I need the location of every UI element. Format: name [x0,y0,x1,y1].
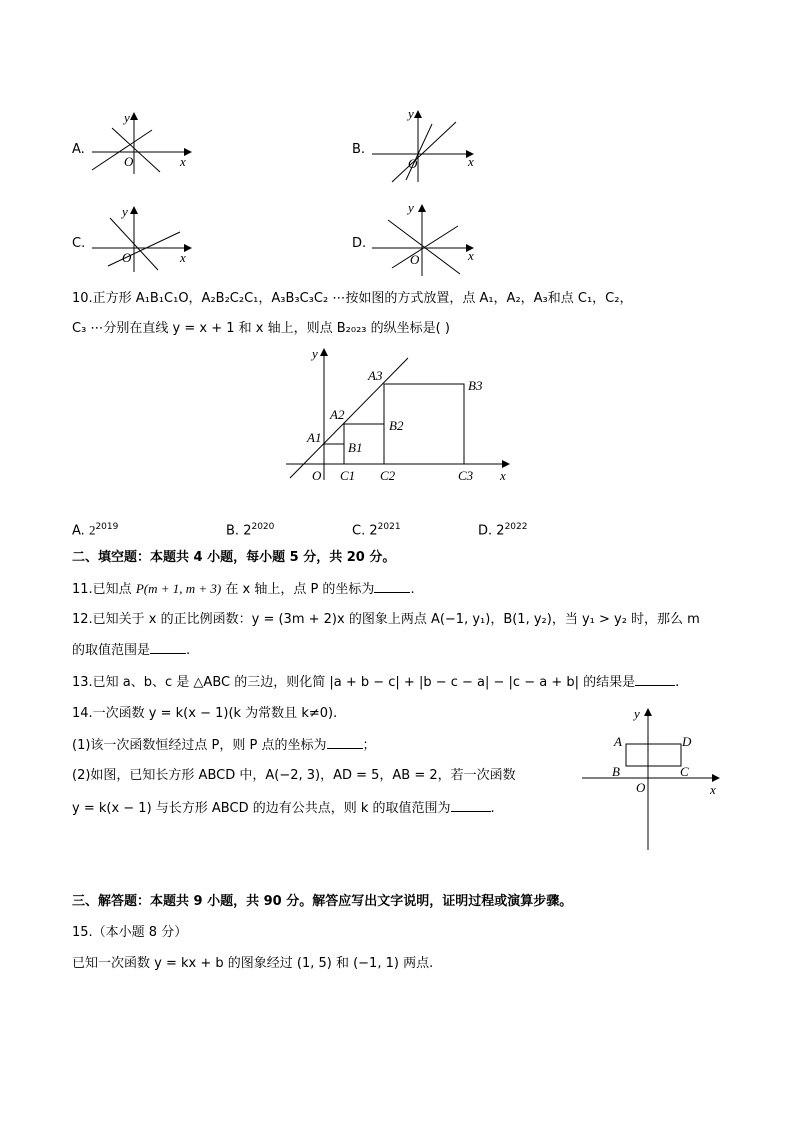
q15-title: 15.（本小题 8 分） [72,925,188,940]
q10-choice-c: C. $2^{2021}$ [352,522,401,539]
svg-text:O: O [312,468,322,483]
q9-option-c-graph [88,202,200,274]
svg-text:x: x [500,468,506,483]
q9-option-b-graph [368,104,480,184]
axis-x-label: x [180,154,186,169]
svg-text:C3: C3 [458,468,474,483]
origin-label: O [122,250,132,265]
q14-line1: 14.一次函数 y = k(x − 1)(k 为常数且 k≠0). [72,706,338,721]
q13-text: 13.已知 a、b、c 是 △ABC 的三边，则化简 |a + b − c| + |b − c − a| − |c − a + b| 的结果是 . [72,675,680,690]
q9-option-d-graph [368,198,480,278]
svg-text:A2: A2 [330,407,345,422]
axis-x-label: x [468,154,474,169]
svg-text:B3: B3 [468,378,483,393]
q11-text: 11.已知点 P(m + 1, m + 3) 在 x 轴上，点 P 的坐标为 . [72,581,415,597]
axis-x-label: x [180,250,186,265]
section3-heading: 三、解答题：本题共 9 小题，共 90 分。解答应写出文字说明，证明过程或演算步骤。 [72,894,573,909]
q10-choice-d: D. $2^{2022}$ [478,522,528,539]
q9-option-c-label: C. [72,236,86,251]
svg-text:A: A [614,734,622,749]
svg-text:A3: A3 [368,368,383,383]
q9-option-d-label: D. [352,236,367,251]
section2-heading: 二、填空题：本题共 4 小题，每小题 5 分，共 20 分。 [72,550,396,565]
q10-choice-a: A. $2^{2019}$ [72,522,119,539]
q10-figure [282,342,516,486]
q10-stem-line2: C₃ ⋯分别在直线 y = x + 1 和 x 轴上，则点 B₂₀₂₃ 的纵坐标是( ) [72,321,450,336]
q14-line4: y = k(x − 1) 与长方形 ABCD 的边有公共点，则 k 的取值范围为 . [72,801,495,816]
svg-text:y: y [634,706,640,721]
axis-y-label: y [408,200,414,215]
origin-label: O [408,156,418,171]
svg-text:C2: C2 [380,468,396,483]
origin-label: O [124,154,134,169]
origin-label: O [410,252,420,267]
axis-x-label: x [468,248,474,263]
svg-text:A1: A1 [307,430,322,445]
q12-line1: 12.已知关于 x 的正比例函数：y = (3m + 2)x 的图象上两点 A(−1, y₁)，B(1, y₂)，当 y₁ > y₂ 时，那么 m [72,612,700,627]
q9-option-a-graph [88,108,198,178]
q14-figure [580,702,726,852]
svg-text:B2: B2 [389,418,404,433]
q9-option-b-label: B. [352,142,366,157]
svg-text:C: C [680,764,689,779]
svg-text:C1: C1 [340,468,356,483]
axis-y-label: y [124,110,130,125]
svg-text:D: D [682,734,692,749]
q10-stem-line1: 10.正方形 A₁B₁C₁O，A₂B₂C₂C₁，A₃B₃C₃C₂ ⋯按如图的方式放置，点 A₁，A₂，A₃和点 C₁，C₂， [72,291,633,306]
axis-y-label: y [122,204,128,219]
q15-text: 已知一次函数 y = kx + b 的图象经过 (1, 5) 和 (−1, 1) 两点. [72,956,434,971]
svg-text:y: y [312,346,318,361]
q14-line2: (1)该一次函数恒经过点 P，则 P 点的坐标为 ； [72,738,376,753]
svg-text:B: B [612,764,620,779]
q10-choice-b: B. $2^{2020}$ [226,522,275,539]
axis-y-label: y [408,106,414,121]
q9-option-a-label: A. [72,142,85,157]
q14-line3: (2)如图，已知长方形 ABCD 中，A(−2, 3)，AD = 5，AB = 2，若一次函数 [72,768,516,783]
svg-text:B1: B1 [348,440,363,455]
q12-line2: 的取值范围是 . [72,643,191,658]
svg-text:x: x [710,782,716,797]
svg-text:O: O [636,780,646,795]
